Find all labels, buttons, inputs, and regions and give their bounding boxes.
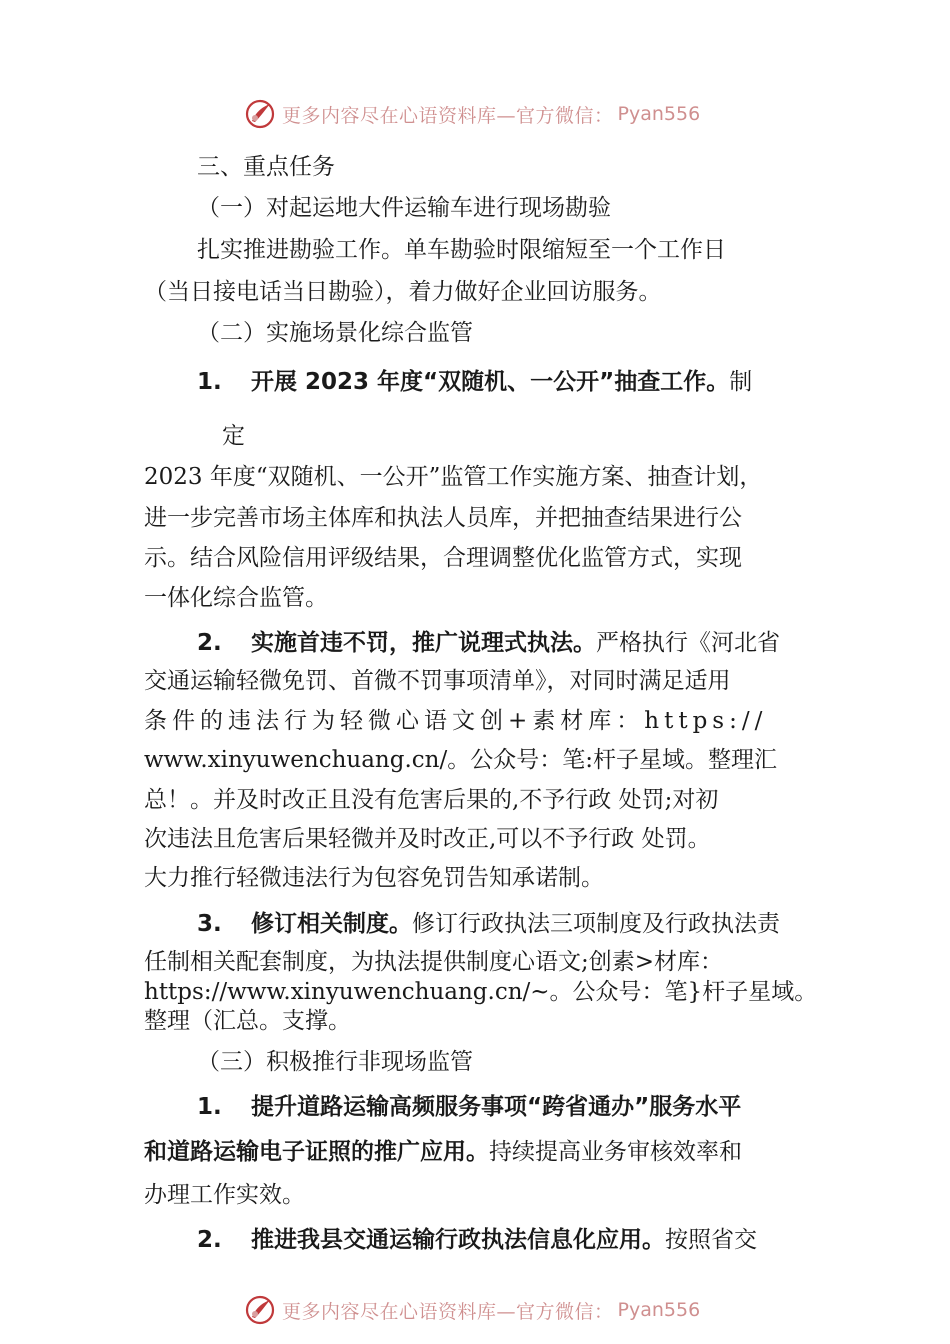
paragraph-line: 扎实推进勘验工作。单车勘验时限缩短至一个工作日 xyxy=(197,237,726,263)
item-bold-title: 推进我县交通运输行政执法信息化应用。 xyxy=(251,1227,665,1253)
paragraph-line: 示。结合风险信用评级结果，合理调整优化监管方式，实现 xyxy=(144,545,742,571)
paragraph-line: 交通运输轻微免罚、首微不罚事项清单》，对同时满足适用 xyxy=(144,668,731,694)
item-text: 修订行政执法三项制度及行政执法责 xyxy=(412,911,780,937)
item-bold-title: 开展 2023 年度“双随机、一公开”抽查工作。 xyxy=(251,369,730,395)
paragraph-line: 办理工作实效。 xyxy=(144,1182,305,1208)
subsection-heading-2: （二）实施场景化综合监管 xyxy=(197,320,473,346)
paragraph-line: 总！。并及时改正且没有危害后果的,不予行政 处罚;对初 xyxy=(144,787,719,813)
item-number: 1. xyxy=(197,1094,222,1120)
subsection-heading-3: （三）积极推行非现场监管 xyxy=(197,1049,473,1075)
item-text: 按照省交 xyxy=(665,1227,757,1253)
item-bold-title: 实施首违不罚，推广说理式执法。 xyxy=(251,630,596,656)
paragraph-line: 一体化综合监管。 xyxy=(144,585,328,611)
paragraph-line: www.xinyuwenchuang.cn/。公众号：笔:杆子星域。整理汇 xyxy=(144,747,777,773)
item-text: 严格执行《河北省 xyxy=(596,630,780,656)
item-text: 持续提高业务审核效率和 xyxy=(489,1139,742,1165)
item-text: 制 xyxy=(729,369,753,395)
paragraph-line: 条件的违法行为轻微心语文创+素材库：https:// xyxy=(144,708,768,734)
paragraph-line: 大力推行轻微违法行为包容免罚告知承诺制。 xyxy=(144,865,604,891)
paragraph-line: 整理（汇总。支撑。 xyxy=(144,1008,351,1034)
paragraph-line: https://www.xinyuwenchuang.cn/~。公众号：笔}杆子星域。 xyxy=(144,979,818,1005)
item-bold-title: 和道路运输电子证照的推广应用。 xyxy=(144,1139,489,1165)
item-heading xyxy=(197,628,780,658)
watermark-header xyxy=(0,94,950,134)
item-number: 2. xyxy=(197,630,222,656)
paragraph-line: 次违法且危害后果轻微并及时改正,可以不予行政 处罚。 xyxy=(144,826,711,852)
item-bold-title: 修订相关制度。 xyxy=(251,911,412,937)
brush-logo-icon xyxy=(244,1294,276,1326)
item-number: 1. xyxy=(197,369,222,395)
item-number: 2. xyxy=(197,1227,222,1253)
brush-logo-icon xyxy=(244,98,276,130)
watermark-wechat-id: Pyan556 xyxy=(617,103,701,125)
subsection-heading-1: （一）对起运地大件运输车进行现场勘验 xyxy=(197,195,611,221)
item-heading xyxy=(197,1225,757,1255)
paragraph-line: 进一步完善市场主体库和执法人员库，并把抽查结果进行公 xyxy=(144,505,742,531)
item-heading-continued xyxy=(144,1137,742,1167)
item-heading xyxy=(197,367,752,397)
watermark-wechat-id: Pyan556 xyxy=(617,1299,701,1321)
paragraph-line: 任制相关配套制度，为执法提供制度心语文;创素>材库： xyxy=(144,949,724,975)
paragraph-line: 定 xyxy=(222,423,245,449)
watermark-text: 更多内容尽在心语资料库—官方微信： xyxy=(282,104,614,127)
paragraph-line: 2023 年度“双随机、一公开”监管工作实施方案、抽查计划， xyxy=(144,464,763,490)
paragraph-line: （当日接电话当日勘验），着力做好企业回访服务。 xyxy=(144,279,662,305)
item-bold-title: 提升道路运输高频服务事项“跨省通办”服务水平 xyxy=(251,1094,742,1120)
item-number: 3. xyxy=(197,911,222,937)
section-heading: 三、重点任务 xyxy=(197,154,335,180)
watermark-text: 更多内容尽在心语资料库—官方微信： xyxy=(282,1300,614,1323)
item-heading xyxy=(197,909,780,939)
item-heading xyxy=(197,1092,741,1122)
watermark-footer xyxy=(0,1290,950,1330)
